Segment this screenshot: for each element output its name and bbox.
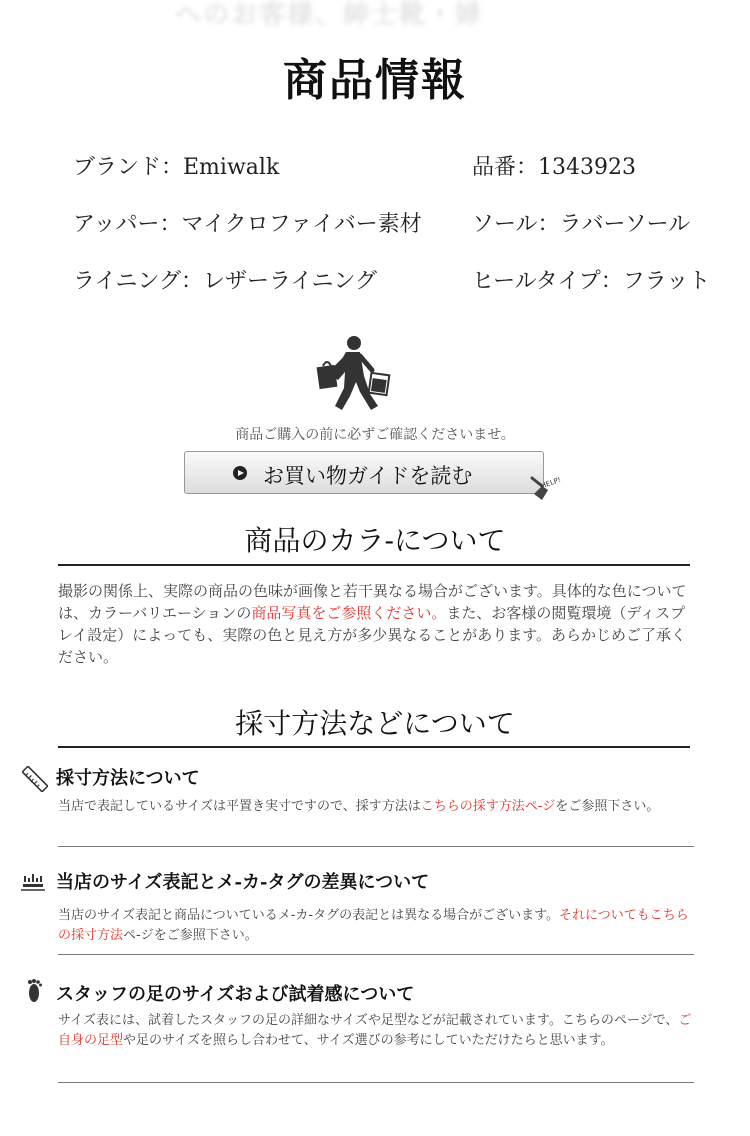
measure-section-title: 採寸方法などについて [235, 707, 515, 740]
play-icon [233, 466, 247, 480]
spec-lining: ライニング：レザーライニング [73, 269, 378, 294]
item-divider [58, 1082, 694, 1083]
spec-heel: ヒールタイプ：フラット [472, 269, 711, 294]
staff-size-text-part2: や足のサイズを照らし合わせて、サイズ選びの参考にしていただけたらと思います。 [123, 1033, 614, 1048]
shopper-icon [312, 334, 392, 414]
color-section-text [58, 580, 694, 668]
size-diff-text [58, 906, 698, 946]
staff-size-text [58, 1011, 698, 1051]
faded-header-text: へのお客様、紳士靴・婦 [175, 0, 484, 30]
help-badge-text: HELP! [539, 475, 562, 491]
color-section-divider [58, 564, 690, 566]
footprint-icon [22, 978, 48, 1004]
measure-item-text-part2: をご参照下さい。 [555, 799, 660, 814]
help-hand-icon [528, 472, 568, 504]
purchase-notice: 商品ご購入の前に必ずご確認くださいませ。 [235, 427, 515, 443]
size-diff-text-part2: ペ-ジをご参照下さい。 [123, 928, 258, 943]
size-diff-heading: 当店のサイズ表記とメ-カ-タグの差異について [56, 872, 430, 893]
size-diff-link[interactable]: それについてもこちらの採寸方法 [58, 908, 689, 943]
product-photo-link[interactable]: 商品写真をご参照ください。 [251, 604, 447, 622]
measure-item-heading: 採寸方法について [56, 768, 200, 789]
spec-brand: ブランド：Emiwalk [73, 155, 280, 180]
spec-number: 品番：1343923 [472, 155, 636, 180]
measure-method-link[interactable]: こちらの採す方法ペ-ジ [420, 799, 556, 814]
color-text-part1: 撮影の関係上、実際の商品の色味が画像と若干異なる場合がございます。具体的な色については、カラーバリエーションの [58, 582, 687, 622]
spec-sole: ソール：ラバーソール [472, 212, 691, 237]
measure-item-text-part1: 当店で表記しているサイズは平置き実寸ですので、採す方法は [58, 799, 421, 814]
spec-upper: アッパー：マイクロファイバー素材 [73, 212, 422, 237]
shopping-guide-button[interactable] [184, 451, 544, 494]
measure-item-text [58, 797, 698, 817]
staff-size-heading: スタッフの足のサイズおよび試着感について [56, 984, 415, 1005]
ruler-icon [22, 766, 48, 792]
item-divider [58, 846, 694, 847]
scale-icon [20, 868, 46, 894]
foot-shape-link[interactable]: ご自身の足型 [58, 1013, 692, 1048]
staff-size-text-part1: サイズ表には、試着したスタッフの足の詳細なサイズや足型などが記載されています。こちらのページで、 [58, 1013, 679, 1028]
item-divider [58, 954, 694, 955]
shopping-guide-label: お買い物ガイドを読む [263, 464, 473, 488]
measure-section-divider [58, 746, 690, 748]
page-title: 商品情報 [283, 55, 467, 106]
color-section-title: 商品のカラ-について [244, 524, 506, 557]
faded-header [0, 0, 750, 40]
size-diff-text-part1: 当店のサイズ表記と商品についているメ-カ-タグの表記とは異なる場合がございます。 [58, 908, 560, 923]
color-text-part2: また、お客様の閲覧環境（ディスプレイ設定）によっても、実際の色と見え方が多少異なることがあります。あらかじめご了承ください。 [58, 604, 687, 666]
